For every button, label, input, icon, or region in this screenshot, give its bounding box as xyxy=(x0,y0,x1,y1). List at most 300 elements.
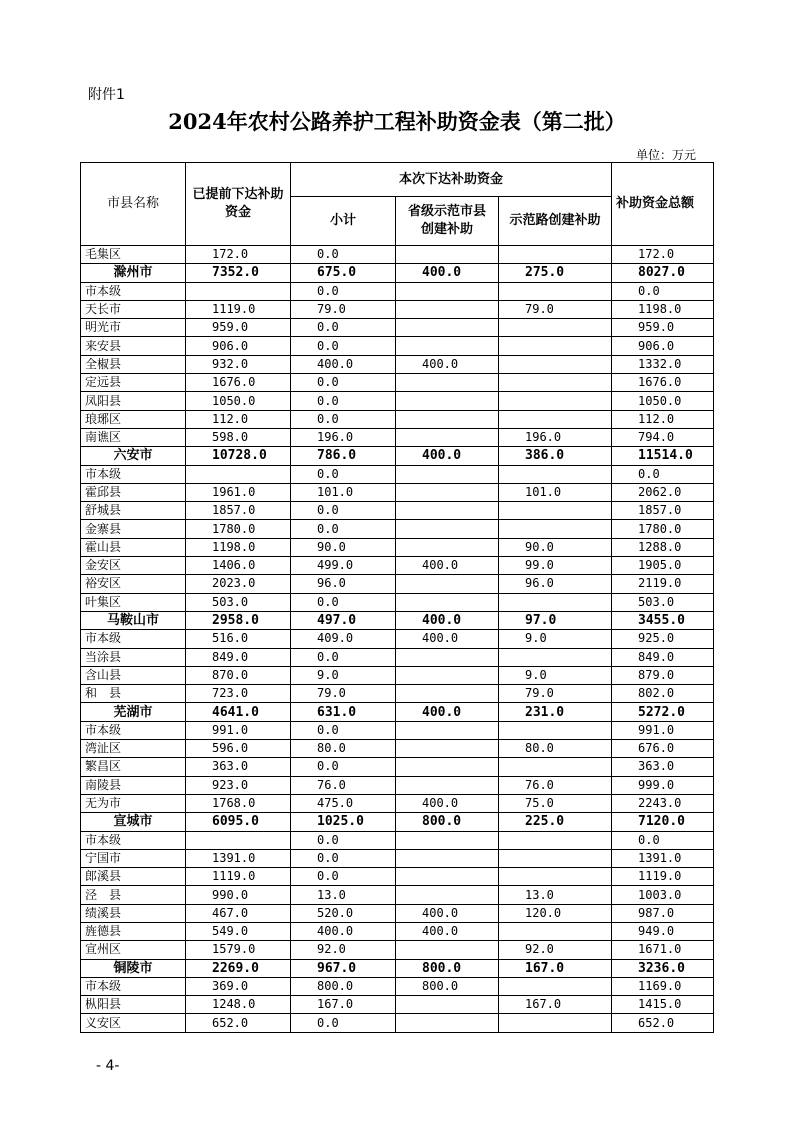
cell-provincial xyxy=(396,300,499,318)
cell-subtotal: 0.0 xyxy=(291,758,396,776)
cell-total: 0.0 xyxy=(612,831,714,849)
cell-demo-road xyxy=(499,337,612,355)
cell-demo-road: 9.0 xyxy=(499,630,612,648)
cell-demo-road xyxy=(499,1014,612,1032)
cell-name: 舒城县 xyxy=(81,502,186,520)
header-current-group: 本次下达补助资金 xyxy=(291,163,612,197)
cell-total: 849.0 xyxy=(612,648,714,666)
cell-subtotal: 967.0 xyxy=(291,959,396,977)
cell-subtotal: 0.0 xyxy=(291,868,396,886)
city-subtotal-row xyxy=(81,447,714,465)
table-row xyxy=(81,593,714,611)
cell-provincial xyxy=(396,428,499,446)
cell-provincial: 400.0 xyxy=(396,703,499,721)
cell-provincial xyxy=(396,685,499,703)
cell-provincial xyxy=(396,831,499,849)
city-subtotal-row xyxy=(81,703,714,721)
cell-advance: 923.0 xyxy=(186,776,291,794)
cell-demo-road xyxy=(499,520,612,538)
cell-name: 宣州区 xyxy=(81,941,186,959)
cell-total: 1169.0 xyxy=(612,977,714,995)
cell-provincial xyxy=(396,282,499,300)
cell-provincial xyxy=(396,758,499,776)
cell-advance: 363.0 xyxy=(186,758,291,776)
table-row xyxy=(81,758,714,776)
cell-provincial xyxy=(396,246,499,264)
cell-total: 0.0 xyxy=(612,282,714,300)
cell-total: 652.0 xyxy=(612,1014,714,1032)
cell-subtotal: 0.0 xyxy=(291,246,396,264)
cell-demo-road xyxy=(499,374,612,392)
cell-demo-road: 167.0 xyxy=(499,996,612,1014)
cell-provincial xyxy=(396,666,499,684)
cell-total: 112.0 xyxy=(612,410,714,428)
cell-total: 1288.0 xyxy=(612,538,714,556)
cell-advance: 652.0 xyxy=(186,1014,291,1032)
cell-total: 1332.0 xyxy=(612,355,714,373)
cell-demo-road: 231.0 xyxy=(499,703,612,721)
cell-provincial xyxy=(396,465,499,483)
table-row xyxy=(81,794,714,812)
city-subtotal-row xyxy=(81,264,714,282)
cell-advance: 723.0 xyxy=(186,685,291,703)
cell-name: 繁昌区 xyxy=(81,758,186,776)
cell-name: 六安市 xyxy=(81,447,186,465)
subsidy-table xyxy=(80,162,714,1033)
cell-name: 南陵县 xyxy=(81,776,186,794)
attachment-label: 附件1 xyxy=(88,87,125,103)
cell-subtotal: 96.0 xyxy=(291,575,396,593)
cell-total: 8027.0 xyxy=(612,264,714,282)
cell-demo-road: 9.0 xyxy=(499,666,612,684)
cell-advance: 598.0 xyxy=(186,428,291,446)
cell-advance: 1768.0 xyxy=(186,794,291,812)
cell-advance: 1050.0 xyxy=(186,392,291,410)
table-row xyxy=(81,483,714,501)
cell-name: 裕安区 xyxy=(81,575,186,593)
cell-demo-road xyxy=(499,831,612,849)
cell-name: 湾沚区 xyxy=(81,740,186,758)
cell-advance: 1248.0 xyxy=(186,996,291,1014)
cell-subtotal: 499.0 xyxy=(291,557,396,575)
cell-advance: 516.0 xyxy=(186,630,291,648)
cell-subtotal: 675.0 xyxy=(291,264,396,282)
table-row xyxy=(81,392,714,410)
cell-provincial: 400.0 xyxy=(396,630,499,648)
header-provincial: 省级示范市县创建补助 xyxy=(396,197,499,246)
cell-provincial xyxy=(396,374,499,392)
table-row xyxy=(81,740,714,758)
cell-provincial xyxy=(396,996,499,1014)
cell-name: 天长市 xyxy=(81,300,186,318)
cell-advance: 959.0 xyxy=(186,319,291,337)
cell-subtotal: 0.0 xyxy=(291,282,396,300)
document-title: 2024年农村公路养护工程补助资金表（第二批） xyxy=(168,109,626,134)
cell-provincial: 400.0 xyxy=(396,904,499,922)
cell-advance: 549.0 xyxy=(186,922,291,940)
header-name: 市县名称 xyxy=(81,163,186,246)
cell-provincial: 400.0 xyxy=(396,922,499,940)
cell-subtotal: 92.0 xyxy=(291,941,396,959)
table-row xyxy=(81,337,714,355)
cell-advance: 172.0 xyxy=(186,246,291,264)
table-row xyxy=(81,300,714,318)
cell-demo-road xyxy=(499,392,612,410)
cell-advance: 1676.0 xyxy=(186,374,291,392)
cell-provincial xyxy=(396,575,499,593)
cell-subtotal: 0.0 xyxy=(291,465,396,483)
table-row xyxy=(81,630,714,648)
cell-advance: 10728.0 xyxy=(186,447,291,465)
cell-provincial xyxy=(396,410,499,428)
table-row xyxy=(81,648,714,666)
cell-subtotal: 497.0 xyxy=(291,611,396,629)
cell-name: 金寨县 xyxy=(81,520,186,538)
table-row xyxy=(81,428,714,446)
table-row xyxy=(81,374,714,392)
cell-total: 676.0 xyxy=(612,740,714,758)
cell-subtotal: 475.0 xyxy=(291,794,396,812)
cell-demo-road: 75.0 xyxy=(499,794,612,812)
cell-subtotal: 79.0 xyxy=(291,685,396,703)
cell-demo-road: 76.0 xyxy=(499,776,612,794)
cell-subtotal: 0.0 xyxy=(291,319,396,337)
cell-provincial xyxy=(396,483,499,501)
header-total: 补助资金总额 xyxy=(612,163,714,246)
cell-advance: 2023.0 xyxy=(186,575,291,593)
city-subtotal-row xyxy=(81,813,714,831)
cell-advance: 6095.0 xyxy=(186,813,291,831)
cell-name: 琅琊区 xyxy=(81,410,186,428)
cell-total: 2062.0 xyxy=(612,483,714,501)
cell-total: 802.0 xyxy=(612,685,714,703)
table-row xyxy=(81,977,714,995)
table-row xyxy=(81,520,714,538)
cell-subtotal: 9.0 xyxy=(291,666,396,684)
cell-name: 市本级 xyxy=(81,465,186,483)
cell-advance: 991.0 xyxy=(186,721,291,739)
cell-total: 794.0 xyxy=(612,428,714,446)
cell-demo-road xyxy=(499,465,612,483)
cell-name: 滁州市 xyxy=(81,264,186,282)
cell-name: 南谯区 xyxy=(81,428,186,446)
cell-provincial xyxy=(396,593,499,611)
cell-subtotal: 786.0 xyxy=(291,447,396,465)
cell-demo-road xyxy=(499,849,612,867)
cell-subtotal: 13.0 xyxy=(291,886,396,904)
cell-name: 叶集区 xyxy=(81,593,186,611)
cell-advance: 1857.0 xyxy=(186,502,291,520)
cell-total: 1119.0 xyxy=(612,868,714,886)
cell-advance: 1406.0 xyxy=(186,557,291,575)
cell-name: 凤阳县 xyxy=(81,392,186,410)
cell-demo-road: 92.0 xyxy=(499,941,612,959)
cell-subtotal: 0.0 xyxy=(291,374,396,392)
table-row xyxy=(81,996,714,1014)
cell-demo-road: 90.0 xyxy=(499,538,612,556)
cell-provincial: 800.0 xyxy=(396,959,499,977)
cell-demo-road xyxy=(499,593,612,611)
cell-subtotal: 0.0 xyxy=(291,648,396,666)
cell-demo-road xyxy=(499,246,612,264)
cell-subtotal: 1025.0 xyxy=(291,813,396,831)
cell-name: 霍山县 xyxy=(81,538,186,556)
cell-total: 1003.0 xyxy=(612,886,714,904)
cell-demo-road xyxy=(499,648,612,666)
cell-name: 芜湖市 xyxy=(81,703,186,721)
cell-provincial xyxy=(396,392,499,410)
cell-subtotal: 0.0 xyxy=(291,392,396,410)
cell-advance xyxy=(186,465,291,483)
cell-total: 363.0 xyxy=(612,758,714,776)
cell-name: 霍邱县 xyxy=(81,483,186,501)
cell-subtotal: 400.0 xyxy=(291,355,396,373)
cell-total: 3455.0 xyxy=(612,611,714,629)
cell-advance: 596.0 xyxy=(186,740,291,758)
cell-provincial xyxy=(396,319,499,337)
cell-demo-road: 120.0 xyxy=(499,904,612,922)
cell-total: 2119.0 xyxy=(612,575,714,593)
page-number: - 4- xyxy=(96,1058,120,1074)
cell-total: 987.0 xyxy=(612,904,714,922)
cell-subtotal: 79.0 xyxy=(291,300,396,318)
unit-label: 单位：万元 xyxy=(635,148,696,162)
cell-name: 旌德县 xyxy=(81,922,186,940)
cell-subtotal: 0.0 xyxy=(291,593,396,611)
cell-provincial xyxy=(396,868,499,886)
cell-advance: 112.0 xyxy=(186,410,291,428)
table-row xyxy=(81,246,714,264)
cell-advance: 990.0 xyxy=(186,886,291,904)
cell-subtotal: 0.0 xyxy=(291,721,396,739)
cell-subtotal: 0.0 xyxy=(291,1014,396,1032)
cell-provincial xyxy=(396,941,499,959)
table-row xyxy=(81,868,714,886)
cell-total: 999.0 xyxy=(612,776,714,794)
cell-advance: 1780.0 xyxy=(186,520,291,538)
cell-name: 市本级 xyxy=(81,831,186,849)
cell-demo-road: 80.0 xyxy=(499,740,612,758)
cell-name: 郎溪县 xyxy=(81,868,186,886)
cell-advance xyxy=(186,831,291,849)
cell-advance: 1119.0 xyxy=(186,300,291,318)
cell-advance: 1198.0 xyxy=(186,538,291,556)
table-row xyxy=(81,849,714,867)
table-row xyxy=(81,776,714,794)
cell-provincial xyxy=(396,776,499,794)
cell-total: 959.0 xyxy=(612,319,714,337)
cell-name: 毛集区 xyxy=(81,246,186,264)
cell-total: 1198.0 xyxy=(612,300,714,318)
cell-total: 949.0 xyxy=(612,922,714,940)
cell-demo-road xyxy=(499,319,612,337)
cell-provincial xyxy=(396,740,499,758)
cell-advance: 1579.0 xyxy=(186,941,291,959)
cell-subtotal: 0.0 xyxy=(291,849,396,867)
cell-total: 172.0 xyxy=(612,246,714,264)
cell-name: 铜陵市 xyxy=(81,959,186,977)
city-subtotal-row xyxy=(81,611,714,629)
cell-advance: 932.0 xyxy=(186,355,291,373)
cell-total: 1391.0 xyxy=(612,849,714,867)
cell-demo-road: 275.0 xyxy=(499,264,612,282)
cell-demo-road: 99.0 xyxy=(499,557,612,575)
cell-advance: 906.0 xyxy=(186,337,291,355)
cell-demo-road: 386.0 xyxy=(499,447,612,465)
table-row xyxy=(81,886,714,904)
cell-total: 1671.0 xyxy=(612,941,714,959)
table-row xyxy=(81,355,714,373)
cell-name: 绩溪县 xyxy=(81,904,186,922)
cell-subtotal: 167.0 xyxy=(291,996,396,1014)
cell-name: 定远县 xyxy=(81,374,186,392)
cell-total: 503.0 xyxy=(612,593,714,611)
cell-advance: 870.0 xyxy=(186,666,291,684)
table-row xyxy=(81,1014,714,1032)
cell-subtotal: 76.0 xyxy=(291,776,396,794)
cell-name: 宣城市 xyxy=(81,813,186,831)
cell-demo-road: 96.0 xyxy=(499,575,612,593)
cell-subtotal: 631.0 xyxy=(291,703,396,721)
cell-total: 1050.0 xyxy=(612,392,714,410)
cell-advance: 1391.0 xyxy=(186,849,291,867)
cell-total: 1415.0 xyxy=(612,996,714,1014)
cell-provincial: 400.0 xyxy=(396,264,499,282)
cell-subtotal: 0.0 xyxy=(291,831,396,849)
cell-total: 1905.0 xyxy=(612,557,714,575)
cell-provincial: 400.0 xyxy=(396,611,499,629)
cell-provincial xyxy=(396,520,499,538)
cell-subtotal: 0.0 xyxy=(291,410,396,428)
city-subtotal-row xyxy=(81,959,714,977)
cell-name: 当涂县 xyxy=(81,648,186,666)
cell-subtotal: 0.0 xyxy=(291,520,396,538)
cell-total: 2243.0 xyxy=(612,794,714,812)
cell-provincial xyxy=(396,337,499,355)
cell-total: 991.0 xyxy=(612,721,714,739)
cell-provincial xyxy=(396,648,499,666)
table-row xyxy=(81,319,714,337)
cell-total: 0.0 xyxy=(612,465,714,483)
cell-subtotal: 196.0 xyxy=(291,428,396,446)
cell-provincial: 400.0 xyxy=(396,794,499,812)
cell-advance: 1961.0 xyxy=(186,483,291,501)
cell-advance: 2958.0 xyxy=(186,611,291,629)
cell-total: 1676.0 xyxy=(612,374,714,392)
cell-provincial xyxy=(396,849,499,867)
cell-demo-road xyxy=(499,355,612,373)
cell-name: 义安区 xyxy=(81,1014,186,1032)
cell-demo-road xyxy=(499,282,612,300)
table-row xyxy=(81,575,714,593)
cell-provincial: 800.0 xyxy=(396,977,499,995)
cell-total: 906.0 xyxy=(612,337,714,355)
header-advance: 已提前下达补助资金 xyxy=(186,163,291,246)
cell-demo-road: 97.0 xyxy=(499,611,612,629)
cell-demo-road xyxy=(499,922,612,940)
cell-name: 无为市 xyxy=(81,794,186,812)
table-row xyxy=(81,721,714,739)
cell-name: 泾 县 xyxy=(81,886,186,904)
cell-demo-road xyxy=(499,868,612,886)
cell-subtotal: 800.0 xyxy=(291,977,396,995)
cell-demo-road xyxy=(499,502,612,520)
table-row xyxy=(81,538,714,556)
cell-provincial: 400.0 xyxy=(396,355,499,373)
cell-name: 枞阳县 xyxy=(81,996,186,1014)
cell-demo-road xyxy=(499,410,612,428)
cell-demo-road: 196.0 xyxy=(499,428,612,446)
table-row xyxy=(81,922,714,940)
cell-demo-road: 13.0 xyxy=(499,886,612,904)
cell-demo-road xyxy=(499,758,612,776)
cell-subtotal: 80.0 xyxy=(291,740,396,758)
cell-subtotal: 400.0 xyxy=(291,922,396,940)
cell-total: 879.0 xyxy=(612,666,714,684)
cell-advance: 849.0 xyxy=(186,648,291,666)
cell-name: 市本级 xyxy=(81,721,186,739)
cell-advance: 1119.0 xyxy=(186,868,291,886)
cell-provincial: 400.0 xyxy=(396,447,499,465)
cell-provincial xyxy=(396,538,499,556)
table-body xyxy=(81,246,714,1033)
table-row xyxy=(81,685,714,703)
cell-total: 11514.0 xyxy=(612,447,714,465)
cell-provincial xyxy=(396,721,499,739)
cell-demo-road: 79.0 xyxy=(499,300,612,318)
table-row xyxy=(81,502,714,520)
cell-advance: 2269.0 xyxy=(186,959,291,977)
cell-demo-road: 79.0 xyxy=(499,685,612,703)
cell-demo-road: 225.0 xyxy=(499,813,612,831)
table-row xyxy=(81,282,714,300)
cell-demo-road xyxy=(499,977,612,995)
cell-total: 1780.0 xyxy=(612,520,714,538)
cell-subtotal: 0.0 xyxy=(291,502,396,520)
cell-advance: 467.0 xyxy=(186,904,291,922)
cell-total: 925.0 xyxy=(612,630,714,648)
cell-name: 市本级 xyxy=(81,630,186,648)
cell-name: 金安区 xyxy=(81,557,186,575)
cell-demo-road: 101.0 xyxy=(499,483,612,501)
cell-subtotal: 520.0 xyxy=(291,904,396,922)
cell-advance: 7352.0 xyxy=(186,264,291,282)
cell-total: 5272.0 xyxy=(612,703,714,721)
table-row xyxy=(81,904,714,922)
cell-demo-road: 167.0 xyxy=(499,959,612,977)
cell-total: 1857.0 xyxy=(612,502,714,520)
table-row xyxy=(81,410,714,428)
header-demo-road: 示范路创建补助 xyxy=(499,197,612,246)
cell-advance: 503.0 xyxy=(186,593,291,611)
cell-advance: 369.0 xyxy=(186,977,291,995)
cell-subtotal: 0.0 xyxy=(291,337,396,355)
table-row xyxy=(81,831,714,849)
cell-provincial xyxy=(396,886,499,904)
cell-subtotal: 409.0 xyxy=(291,630,396,648)
cell-advance: 4641.0 xyxy=(186,703,291,721)
table-row xyxy=(81,941,714,959)
cell-name: 和 县 xyxy=(81,685,186,703)
table-row xyxy=(81,557,714,575)
cell-subtotal: 90.0 xyxy=(291,538,396,556)
cell-total: 7120.0 xyxy=(612,813,714,831)
cell-advance xyxy=(186,282,291,300)
header-subtotal: 小计 xyxy=(291,197,396,246)
cell-name: 马鞍山市 xyxy=(81,611,186,629)
cell-provincial xyxy=(396,1014,499,1032)
cell-name: 来安县 xyxy=(81,337,186,355)
